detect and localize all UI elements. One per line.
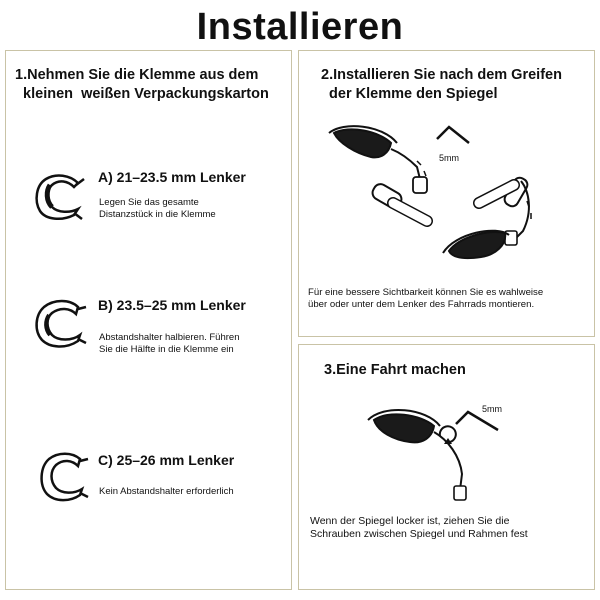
step1-heading: 1.Nehmen Sie die Klemme aus dem kleinen weißen Verpackungskarton — [15, 67, 269, 102]
tool-5mm-label-step3: 5mm — [482, 404, 502, 414]
option-c-label: C) 25–26 mm Lenker — [98, 452, 235, 468]
option-b-label: B) 23.5–25 mm Lenker — [98, 297, 246, 313]
step3-panel — [298, 344, 595, 590]
tool-5mm-label: 5mm — [439, 153, 459, 163]
mirror-install-illustration — [309, 121, 589, 271]
clamp-a-icon — [34, 173, 89, 221]
option-a-label: A) 21–23.5 mm Lenker — [98, 169, 246, 185]
option-c-desc: Kein Abstandshalter erforderlich — [99, 486, 234, 497]
clamp-c-icon — [38, 451, 93, 503]
step2-panel — [298, 50, 595, 337]
page-title: Installieren — [196, 6, 404, 48]
mirror-tighten-illustration — [364, 400, 534, 510]
step3-note: Wenn der Spiegel locker ist, ziehen Sie die Schrauben zwischen Spiegel und Rahmen fest — [310, 515, 528, 540]
step2-note: Für eine bessere Sichtbarkeit können Sie es wahlweise über oder unter dem Lenker des Fahrrads montieren. — [308, 287, 544, 310]
step1-panel — [5, 50, 292, 590]
step3-heading: 3.Eine Fahrt machen — [324, 362, 466, 378]
step2-heading: 2.Installieren Sie nach dem Greifen der Klemme den Spiegel — [321, 67, 562, 102]
option-b-desc: Abstandshalter halbieren. Führen Sie die Hälfte in die Klemme ein — [99, 332, 240, 355]
option-a-desc: Legen Sie das gesamte Distanzstück in die Klemme — [99, 197, 216, 220]
clamp-b-icon — [34, 299, 89, 349]
